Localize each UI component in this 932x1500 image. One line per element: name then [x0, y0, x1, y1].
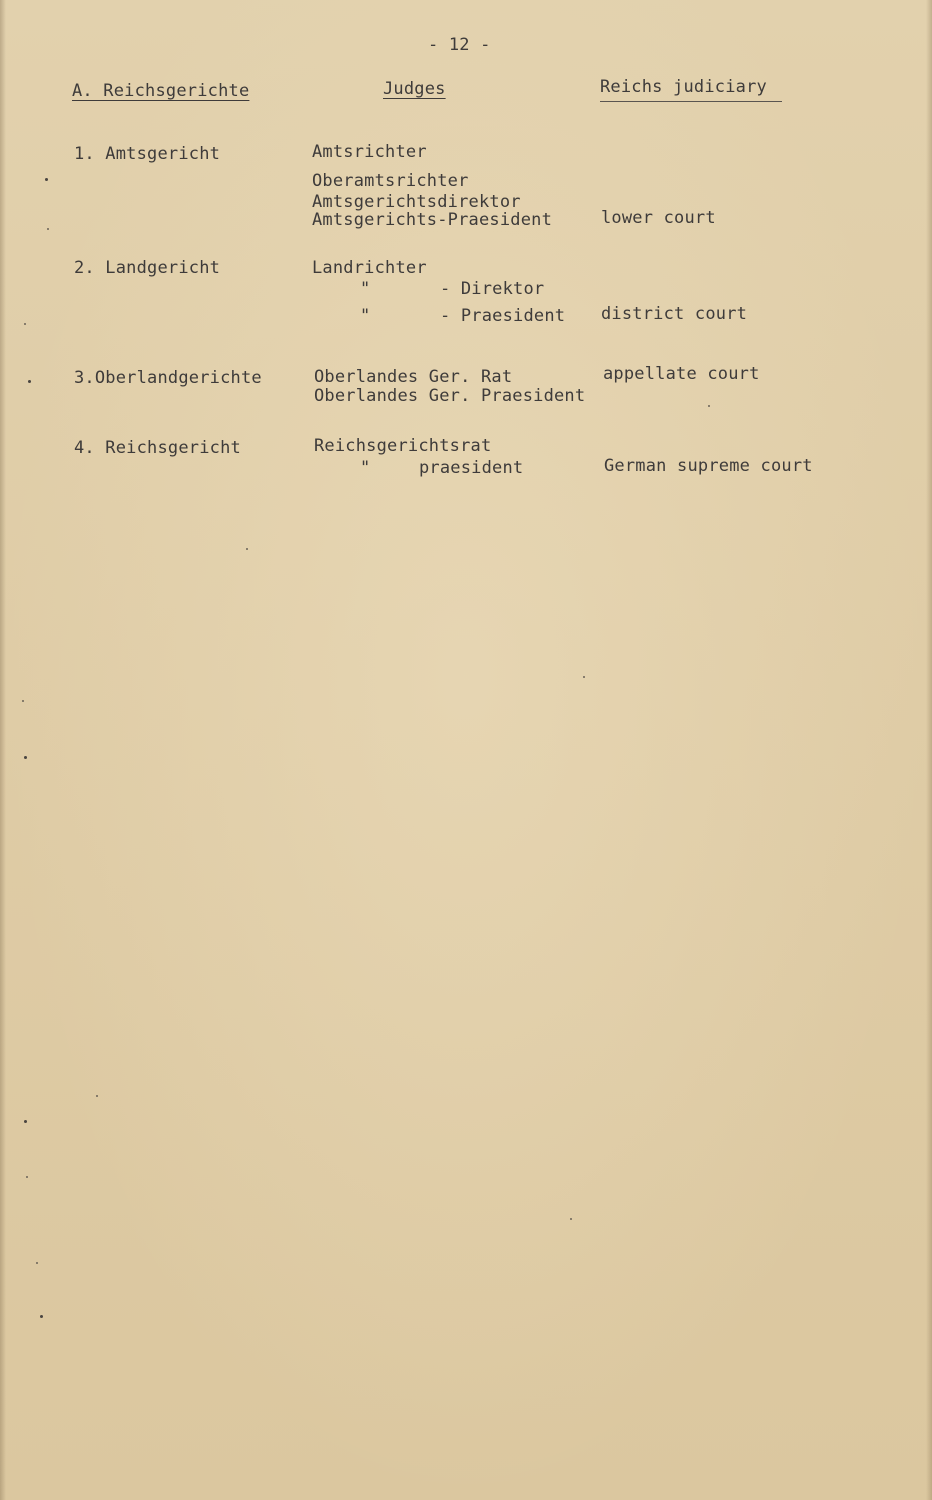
paper-speck	[708, 405, 710, 407]
paper-speck	[36, 1262, 38, 1264]
court-oberlandgerichte: 3.Oberlandgerichte	[74, 368, 262, 388]
judge-title: Oberlandes Ger. Rat	[314, 367, 513, 387]
court-reichsgericht: 4. Reichsgericht	[74, 438, 241, 458]
paper-speck	[26, 1176, 28, 1178]
paper-speck	[24, 1120, 27, 1123]
paper-speck	[96, 1095, 98, 1097]
paper-speck	[40, 1315, 43, 1318]
header-courts: A. Reichsgerichte	[72, 81, 250, 101]
page-edge-shadow-left	[0, 0, 6, 1500]
ditto-mark: "	[360, 458, 371, 478]
paper-speck	[570, 1218, 572, 1220]
header-judiciary-underline	[600, 101, 782, 102]
judiciary-supreme-court: German supreme court	[604, 456, 813, 476]
paper-speck	[28, 380, 31, 383]
judge-title: - Direktor	[440, 279, 545, 299]
judiciary-appellate-court: appellate court	[603, 364, 760, 384]
judge-title: Amtsrichter	[312, 142, 427, 162]
judge-title: Reichsgerichtsrat	[314, 436, 492, 456]
paper-speck	[22, 700, 24, 702]
judge-title: - Praesident	[440, 306, 566, 326]
paper-speck	[24, 323, 26, 325]
paper-speck	[246, 548, 248, 550]
judge-title: Oberamtsrichter	[312, 171, 469, 191]
judge-title: Amtsgerichtsdirektor	[312, 192, 521, 212]
page-number: - 12 -	[428, 35, 491, 55]
judiciary-district-court: district court	[601, 304, 748, 324]
ditto-mark: "	[360, 306, 371, 326]
header-judiciary: Reichs judiciary	[600, 77, 767, 97]
court-amtsgericht: 1. Amtsgericht	[74, 144, 221, 164]
judge-title: Amtsgerichts-Praesident	[312, 210, 553, 230]
paper-speck	[24, 756, 27, 759]
judge-title: praesident	[419, 458, 524, 478]
judiciary-lower-court: lower court	[601, 208, 716, 228]
court-landgericht: 2. Landgericht	[74, 258, 221, 278]
page-edge-shadow-right	[926, 0, 932, 1500]
ditto-mark: "	[360, 279, 371, 299]
header-judges: Judges	[383, 79, 446, 99]
paper-speck	[47, 228, 49, 230]
judge-title: Landrichter	[312, 258, 427, 278]
judge-title: Oberlandes Ger. Praesident	[314, 386, 586, 406]
paper-speck	[583, 676, 585, 678]
paper-speck	[45, 178, 48, 181]
